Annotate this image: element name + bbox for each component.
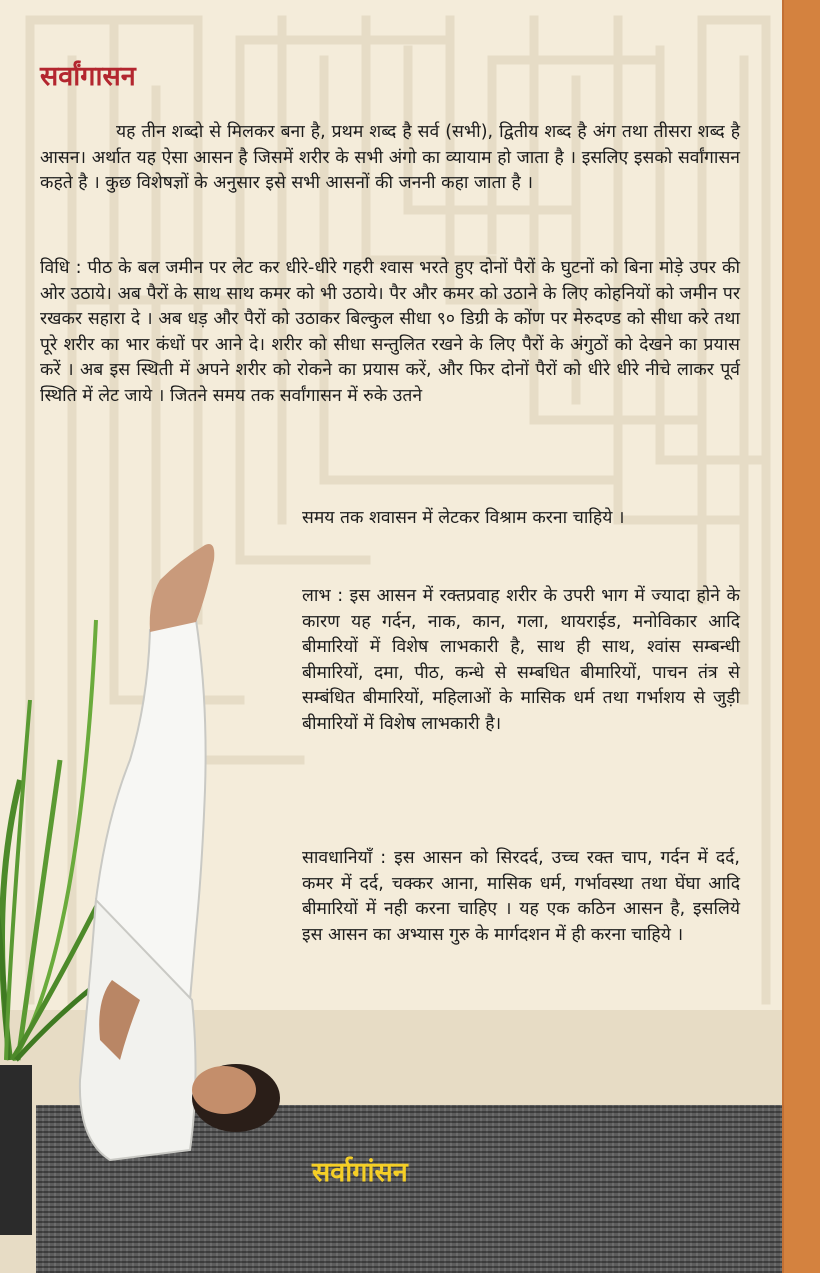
orange-side-strip [782,0,820,1273]
figure-caption: सर्वागांसन [312,1157,408,1188]
page-title: सर्वांगासन [40,61,136,92]
practitioner-figure [80,544,280,1160]
method-paragraph: विधि : पीठ के बल जमीन पर लेट कर धीरे-धीरे गहरी श्वास भरते हुए दोनों पैरों के घुटनों को बिना मोड़े उपर की ओर उठाये। अब पैरों के साथ साथ कमर को भी उठाये। पैर और कमर को उठाने के लिए कोहनियों को जमीन पर रखकर सहारा दे । अब धड़ और पैरों को उठाकर बिल्कुल सीधा ९० डिग्री के कोंण पर मेरुदण्ड को सीधा करे तथा पूरे शरीर का भार कंधों पर आने दे। शरीर को सीधा सन्तुलित रखने के लिए पैरों के अंगुठों को देखने का प्रयास करें । अब इस स्थिती में अपने शरीर को रोकने का प्रयास करें, और फिर दोनों पैरों को धीरे धीरे नीचे लाकर पूर्व स्थिति में लेट जाये । जितने समय तक सर्वांगासन में रुके उतने [40,258,740,406]
method-paragraph-continued: समय तक शवासन में लेटकर विश्राम करना चाहिये । [302,508,625,528]
intro-paragraph: यह तीन शब्दो से मिलकर बना है, प्रथम शब्द है सर्व (सभी), द्वितीय शब्द है अंग तथा तीसरा शब्द है आसन। अर्थात यह ऐसा आसन है जिसमें शरीर के सभी अंगो का व्यायाम हो जाता है । इसलिए इसको सर्वांगासन कहते है । कुछ विशेषज्ञों के अनुसार इसे सभी आसनों की जननी कहा जाता है । [40,122,740,193]
shoulder-stand-illustration [0,530,300,1273]
precautions-paragraph: सावधानियाँ : इस आसन को सिरदर्द, उच्च रक्त चाप, गर्दन में दर्द, कमर में दर्द, चक्कर आना, मासिक धर्म, गर्भावस्था तथा घेंघा आदि बीमारियों में नही करना चाहिए । यह एक कठिन आसन है, इसलिये इस आसन का अभ्यास गुरु के मार्गदशन में ही करना चाहिये । [302,848,740,945]
benefits-paragraph: लाभ : इस आसन में रक्तप्रवाह शरीर के उपरी भाग में ज्यादा होने के कारण यह गर्दन, नाक, कान, गला, थायराईड, मनोविकार आदि बीमारियों में विशेष लाभकारी है, साथ ही साथ, श्वांस सम्बन्धी बीमारियों, दमा, पीठ, कन्धे से सम्बधित बीमारियों, पाचन तंत्र से सम्बंधित बीमारियों, महिलाओं के मासिक धर्म तथा गर्भाशय से जुड़ी बीमारियों में विशेष लाभकारी है। [302,586,740,734]
